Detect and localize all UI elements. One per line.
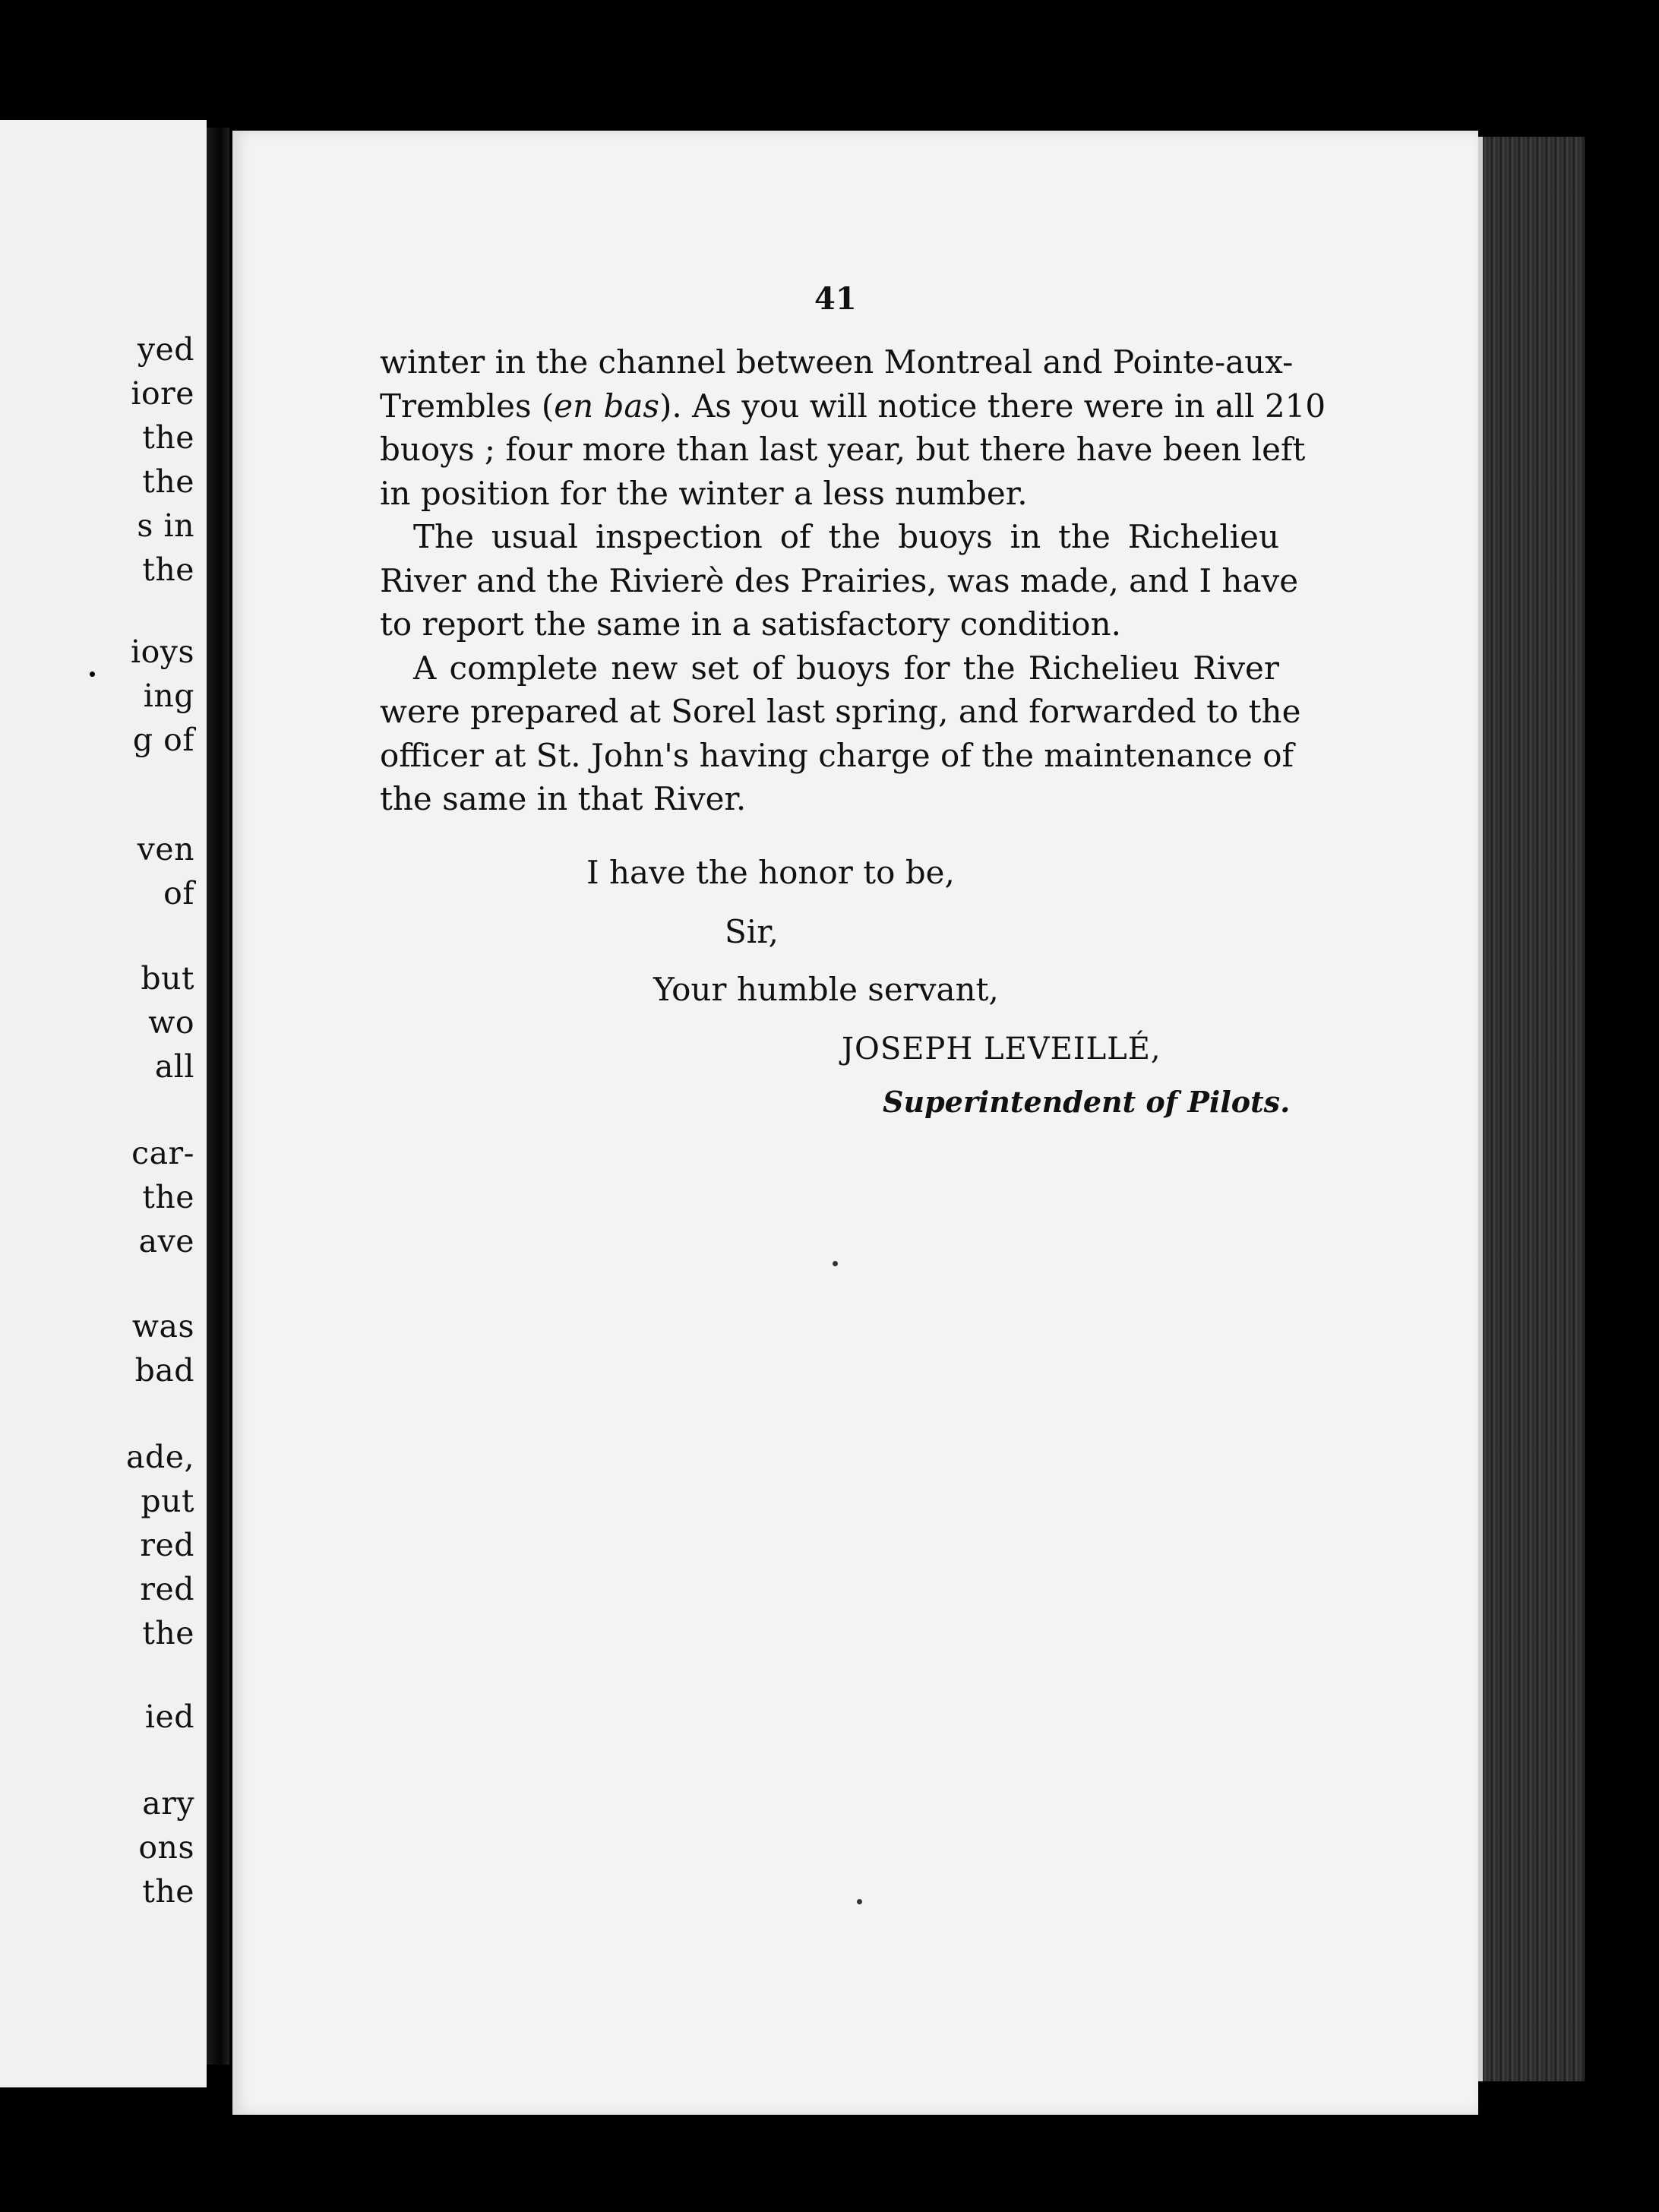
left-fragment: ary [142, 1785, 194, 1822]
text-line: in position for the winter a less number. [380, 474, 1028, 512]
left-fragment: yed [137, 331, 194, 368]
left-fragment: iore [131, 375, 194, 412]
left-fragment: s in [137, 507, 194, 544]
text-line: to report the same in a satisfactory condition. [380, 605, 1121, 643]
left-fragment: bad [134, 1352, 194, 1389]
left-fragment: the [142, 1873, 194, 1910]
page-number: 41 [814, 281, 857, 317]
left-fragment: car- [131, 1135, 194, 1171]
book-gutter [207, 128, 229, 2065]
text-line: Trembles (en bas). As you will notice there were in all 210 [380, 387, 1326, 425]
text-line: were prepared at Sorel last spring, and forwarded to the [380, 693, 1301, 730]
text-line: A complete new set of buoys for the Richelieu River [413, 649, 1279, 687]
left-fragment: but [141, 960, 194, 997]
left-fragment: g of [132, 722, 194, 758]
closing-line: I have the honor to be, [586, 854, 955, 891]
left-fragment: of [163, 875, 194, 912]
page-edges [1478, 137, 1585, 2081]
text-line: buoys ; four more than last year, but there have been left [380, 431, 1306, 468]
left-fragment: ade, [126, 1439, 194, 1475]
left-fragment: ons [138, 1829, 194, 1866]
left-fragment: the [142, 551, 194, 588]
italic-phrase: en bas [554, 387, 659, 425]
left-fragment: ied [144, 1698, 194, 1735]
left-fragment: ing [143, 678, 194, 714]
left-fragment: ave [138, 1223, 194, 1259]
left-fragment: red [140, 1571, 194, 1607]
left-fragment: red [140, 1527, 194, 1563]
text-line: officer at St. John's having charge of the maintenance of [380, 736, 1294, 774]
scan-speck [833, 1261, 838, 1266]
text-line: River and the Rivierè des Prairies, was made, and I have [380, 561, 1299, 599]
left-facing-page [0, 120, 207, 2087]
left-fragment: was [131, 1308, 194, 1345]
text-line: the same in that River. [380, 780, 747, 817]
left-fragment: all [154, 1048, 194, 1085]
left-fragment: the [142, 1179, 194, 1215]
left-fragment: put [141, 1483, 194, 1519]
left-fragment: the [142, 1615, 194, 1651]
left-fragment: ven [137, 831, 194, 867]
scan-speck [90, 672, 95, 677]
left-fragment: the [142, 463, 194, 500]
text-line: winter in the channel between Montreal and Pointe-aux- [380, 343, 1294, 381]
left-fragment: wo [148, 1004, 194, 1041]
text-line: The usual inspection of the buoys in the Richelieu [413, 518, 1279, 555]
closing-valediction: Your humble servant, [653, 971, 999, 1008]
scan-speck [857, 1899, 862, 1904]
signature-name: JOSEPH LEVEILLÉ, [842, 1032, 1161, 1066]
body-text [380, 340, 1326, 821]
signature-title: Superintendent of Pilots. [883, 1085, 1291, 1119]
salutation: Sir, [725, 913, 779, 950]
left-fragment: the [142, 419, 194, 456]
left-fragment: ioys [131, 634, 194, 670]
